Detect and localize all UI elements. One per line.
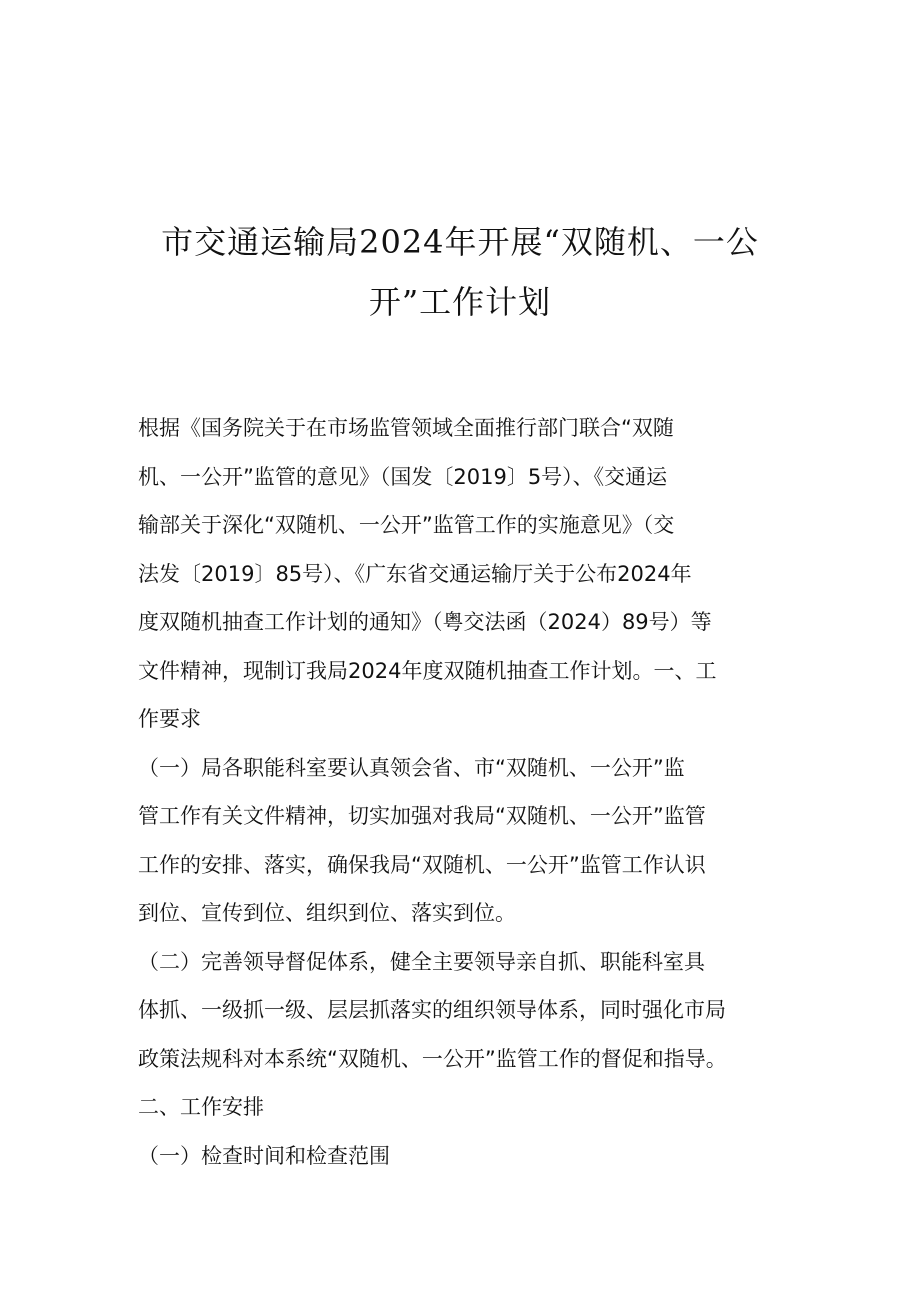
- body-line: 机、一公开”监管的意见》（国发〔2019〕5号）、《交通运: [138, 464, 668, 489]
- body-line: 工作的安排、落实，确保我局“双随机、一公开”监管工作认识: [138, 852, 706, 877]
- body-line: （一）局各职能科室要认真领会省、市“双随机、一公开”监: [138, 755, 685, 780]
- body-line: （二）完善领导督促体系，健全主要领导亲自抓、职能科室具: [138, 949, 705, 974]
- body-line: 作要求: [138, 707, 201, 731]
- title-line: 开”工作计划: [368, 283, 552, 321]
- body-line: 法发〔2019〕85号）、《广东省交通运输厅关于公布2024年: [138, 561, 692, 586]
- title-line: 市交通运输局2024年开展“双随机、一公: [161, 223, 759, 261]
- document-title: [120, 212, 800, 332]
- body-line: 文件精神，现制订我局2024年度双随机抽查工作计划。一、工: [138, 658, 717, 683]
- body-line: 输部关于深化“双随机、一公开”监管工作的实施意见》（交: [138, 513, 675, 537]
- body-line: 根据《国务院关于在市场监管领域全面推行部门联合“双随: [138, 416, 674, 440]
- body-line: 体抓、一级抓一级、层层抓落实的组织领导体系，同时强化市局: [138, 998, 726, 1022]
- document-body: [138, 404, 788, 1180]
- body-line: 政策法规科对本系统“双随机、一公开”监管工作的督促和指导。: [138, 1046, 727, 1071]
- body-line: （一）检查时间和检查范围: [138, 1143, 390, 1168]
- body-line: 到位、宣传到位、组织到位、落实到位。: [138, 901, 516, 925]
- body-line: 二、工作安排: [138, 1095, 264, 1119]
- body-line: 管工作有关文件精神，切实加强对我局“双随机、一公开”监管: [138, 804, 706, 828]
- body-line: 度双随机抽查工作计划的通知》（粤交法函（2024）89号）等: [138, 610, 712, 634]
